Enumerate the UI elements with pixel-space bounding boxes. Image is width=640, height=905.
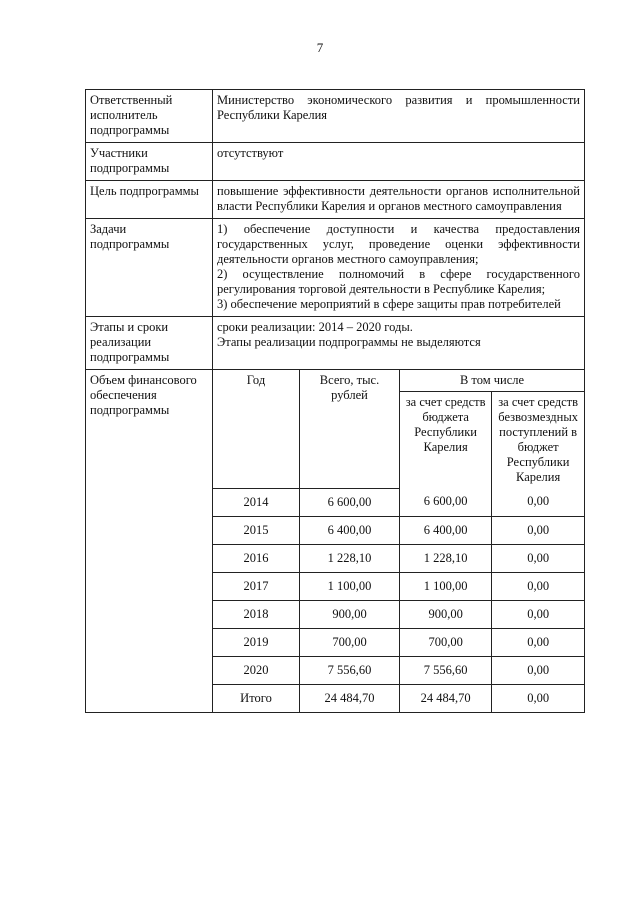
- financing-cell-budget: 24 484,70: [400, 684, 492, 712]
- financing-year-row: [213, 488, 584, 516]
- financing-data-body: [213, 488, 584, 712]
- financing-value: [213, 370, 585, 713]
- financing-cell-budget: 900,00: [400, 600, 492, 628]
- financing-cell-budget: 700,00: [400, 628, 492, 656]
- tasks-value: [213, 219, 585, 317]
- financing-cell-budget: 1 100,00: [400, 572, 492, 600]
- header-gratuitous: за счет средств безвозмездных поступлений в бюджет Республики Карелия: [492, 392, 584, 489]
- stages-row: [86, 317, 585, 370]
- stages-value: [213, 317, 585, 370]
- participants-value: отсутствуют: [213, 143, 585, 181]
- financing-year-row: [213, 656, 584, 684]
- financing-year-row: [213, 516, 584, 544]
- participants-row: [86, 143, 585, 181]
- financing-total-row: [213, 684, 584, 712]
- financing-cell-budget: 1 228,10: [400, 544, 492, 572]
- financing-label: Объем финансового обеспечения подпрограммы: [86, 370, 213, 713]
- financing-cell-gratuitous: 0,00: [492, 544, 584, 572]
- financing-cell-year: Итого: [213, 684, 300, 712]
- financing-cell-gratuitous: 0,00: [492, 684, 584, 712]
- financing-table: [213, 370, 584, 712]
- financing-cell-year: 2019: [213, 628, 300, 656]
- financing-cell-year: 2015: [213, 516, 300, 544]
- financing-cell-year: 2014: [213, 488, 300, 516]
- executor-value: Министерство экономического развития и промышленности Республики Карелия: [213, 90, 585, 143]
- financing-cell-year: 2016: [213, 544, 300, 572]
- financing-cell-gratuitous: 0,00: [492, 572, 584, 600]
- financing-cell-gratuitous: 0,00: [492, 488, 584, 516]
- financing-year-row: [213, 628, 584, 656]
- financing-cell-budget: 6 600,00: [400, 488, 492, 516]
- financing-cell-year: 2020: [213, 656, 300, 684]
- header-including: В том числе: [400, 370, 585, 392]
- financing-cell-gratuitous: 0,00: [492, 600, 584, 628]
- stages-note: Этапы реализации подпрограммы не выделяются: [217, 335, 481, 349]
- financing-year-row: [213, 544, 584, 572]
- financing-cell-year: 2018: [213, 600, 300, 628]
- page-number: 7: [316, 40, 324, 55]
- executor-label: Ответственный исполнитель подпрограммы: [86, 90, 213, 143]
- header-total: Всего, тыс. рублей: [300, 370, 400, 488]
- financing-cell-gratuitous: 0,00: [492, 628, 584, 656]
- financing-cell-total: 700,00: [300, 628, 400, 656]
- financing-cell-gratuitous: 0,00: [492, 656, 584, 684]
- financing-cell-budget: 6 400,00: [400, 516, 492, 544]
- financing-cell-total: 24 484,70: [300, 684, 400, 712]
- financing-row: [86, 370, 585, 713]
- tasks-row: [86, 219, 585, 317]
- stages-period: сроки реализации: 2014 – 2020 годы.: [217, 320, 413, 334]
- financing-cell-total: 900,00: [300, 600, 400, 628]
- financing-header-row: [213, 370, 584, 392]
- task-item: 2) осуществление полномочий в сфере государственного регулирования торговой деятельности в Республике Карелия;: [217, 267, 580, 296]
- financing-year-row: [213, 600, 584, 628]
- financing-cell-total: 1 100,00: [300, 572, 400, 600]
- stages-label: Этапы и сроки реализации подпрограммы: [86, 317, 213, 370]
- goal-row: [86, 181, 585, 219]
- financing-year-row: [213, 572, 584, 600]
- financing-cell-total: 6 600,00: [300, 488, 400, 516]
- financing-cell-total: 6 400,00: [300, 516, 400, 544]
- header-budget: за счет средств бюджета Республики Карелия: [400, 392, 492, 489]
- financing-cell-total: 7 556,60: [300, 656, 400, 684]
- financing-cell-gratuitous: 0,00: [492, 516, 584, 544]
- header-year: Год: [213, 370, 300, 488]
- executor-row: [86, 90, 585, 143]
- task-item: 1) обеспечение доступности и качества предоставления государственных услуг, проведение оценки эффективности деятельности органов местного самоуправления;: [217, 222, 580, 266]
- task-item: 3) обеспечение мероприятий в сфере защиты прав потребителей: [217, 297, 561, 311]
- subprogram-passport-table: [85, 89, 585, 713]
- goal-label: Цель подпрограммы: [86, 181, 213, 219]
- goal-value: повышение эффективности деятельности органов исполнительной власти Республики Карелия и органов местного самоуправления: [213, 181, 585, 219]
- participants-label: Участники подпрограммы: [86, 143, 213, 181]
- financing-cell-year: 2017: [213, 572, 300, 600]
- tasks-label: Задачи подпрограммы: [86, 219, 213, 317]
- financing-cell-budget: 7 556,60: [400, 656, 492, 684]
- financing-cell-total: 1 228,10: [300, 544, 400, 572]
